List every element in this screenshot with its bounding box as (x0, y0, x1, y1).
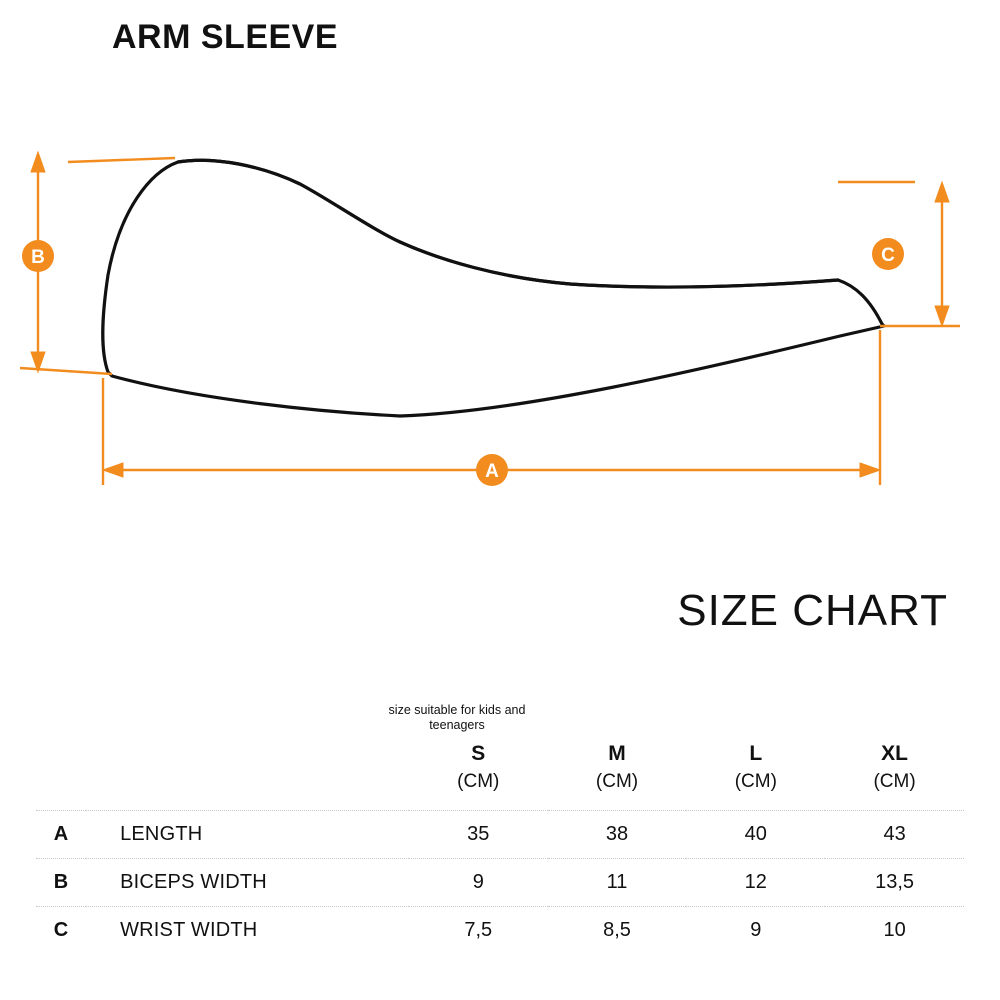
header-size-m: M (608, 742, 626, 765)
header-size-s: S (471, 742, 486, 765)
units-size-s: (CM) (457, 771, 500, 792)
units-size-xl: (CM) (873, 771, 916, 792)
units-measurement-spacer (86, 768, 409, 811)
row-letter: C (36, 907, 86, 955)
header-size-l: L (749, 742, 763, 765)
row-value-s: 7,5 (409, 907, 548, 955)
dimension-a-label: A (485, 461, 499, 482)
row-value-xl: 13,5 (825, 859, 964, 907)
row-value-s: 35 (409, 811, 548, 859)
row-value-m: 8,5 (548, 907, 687, 955)
table-row (36, 907, 964, 955)
row-value-s: 9 (409, 859, 548, 907)
row-value-l: 40 (686, 811, 825, 859)
header-letter-spacer (36, 740, 86, 768)
units-size-m: (CM) (595, 771, 639, 792)
kids-size-note: size suitable for kids and teenagers (388, 703, 526, 732)
size-chart-table (36, 740, 964, 955)
row-value-xl: 10 (825, 907, 964, 955)
row-value-l: 12 (686, 859, 825, 907)
dimension-c-label: C (881, 245, 895, 266)
table-row (36, 859, 964, 907)
row-measurement-name: BICEPS WIDTH (86, 859, 409, 907)
header-measurement-spacer (86, 740, 409, 768)
dimension-b-label: B (31, 247, 45, 268)
arm-sleeve-diagram (0, 100, 1000, 520)
row-value-xl: 43 (825, 811, 964, 859)
row-value-m: 38 (548, 811, 687, 859)
row-measurement-name: WRIST WIDTH (86, 907, 409, 955)
units-letter-spacer (36, 768, 86, 811)
sleeve-outline-shape (103, 160, 884, 416)
page-title: ARM SLEEVE (112, 18, 339, 56)
size-header-row (36, 740, 964, 768)
header-size-xl: XL (881, 742, 908, 765)
size-chart-title: SIZE CHART (677, 586, 948, 635)
row-value-m: 11 (548, 859, 687, 907)
row-letter: A (36, 811, 86, 859)
units-size-l: (CM) (734, 771, 777, 792)
row-value-l: 9 (686, 907, 825, 955)
size-units-row (36, 768, 964, 811)
table-row (36, 811, 964, 859)
row-measurement-name: LENGTH (86, 811, 409, 859)
size-chart-head (36, 740, 964, 811)
row-letter: B (36, 859, 86, 907)
size-chart-body (36, 811, 964, 955)
